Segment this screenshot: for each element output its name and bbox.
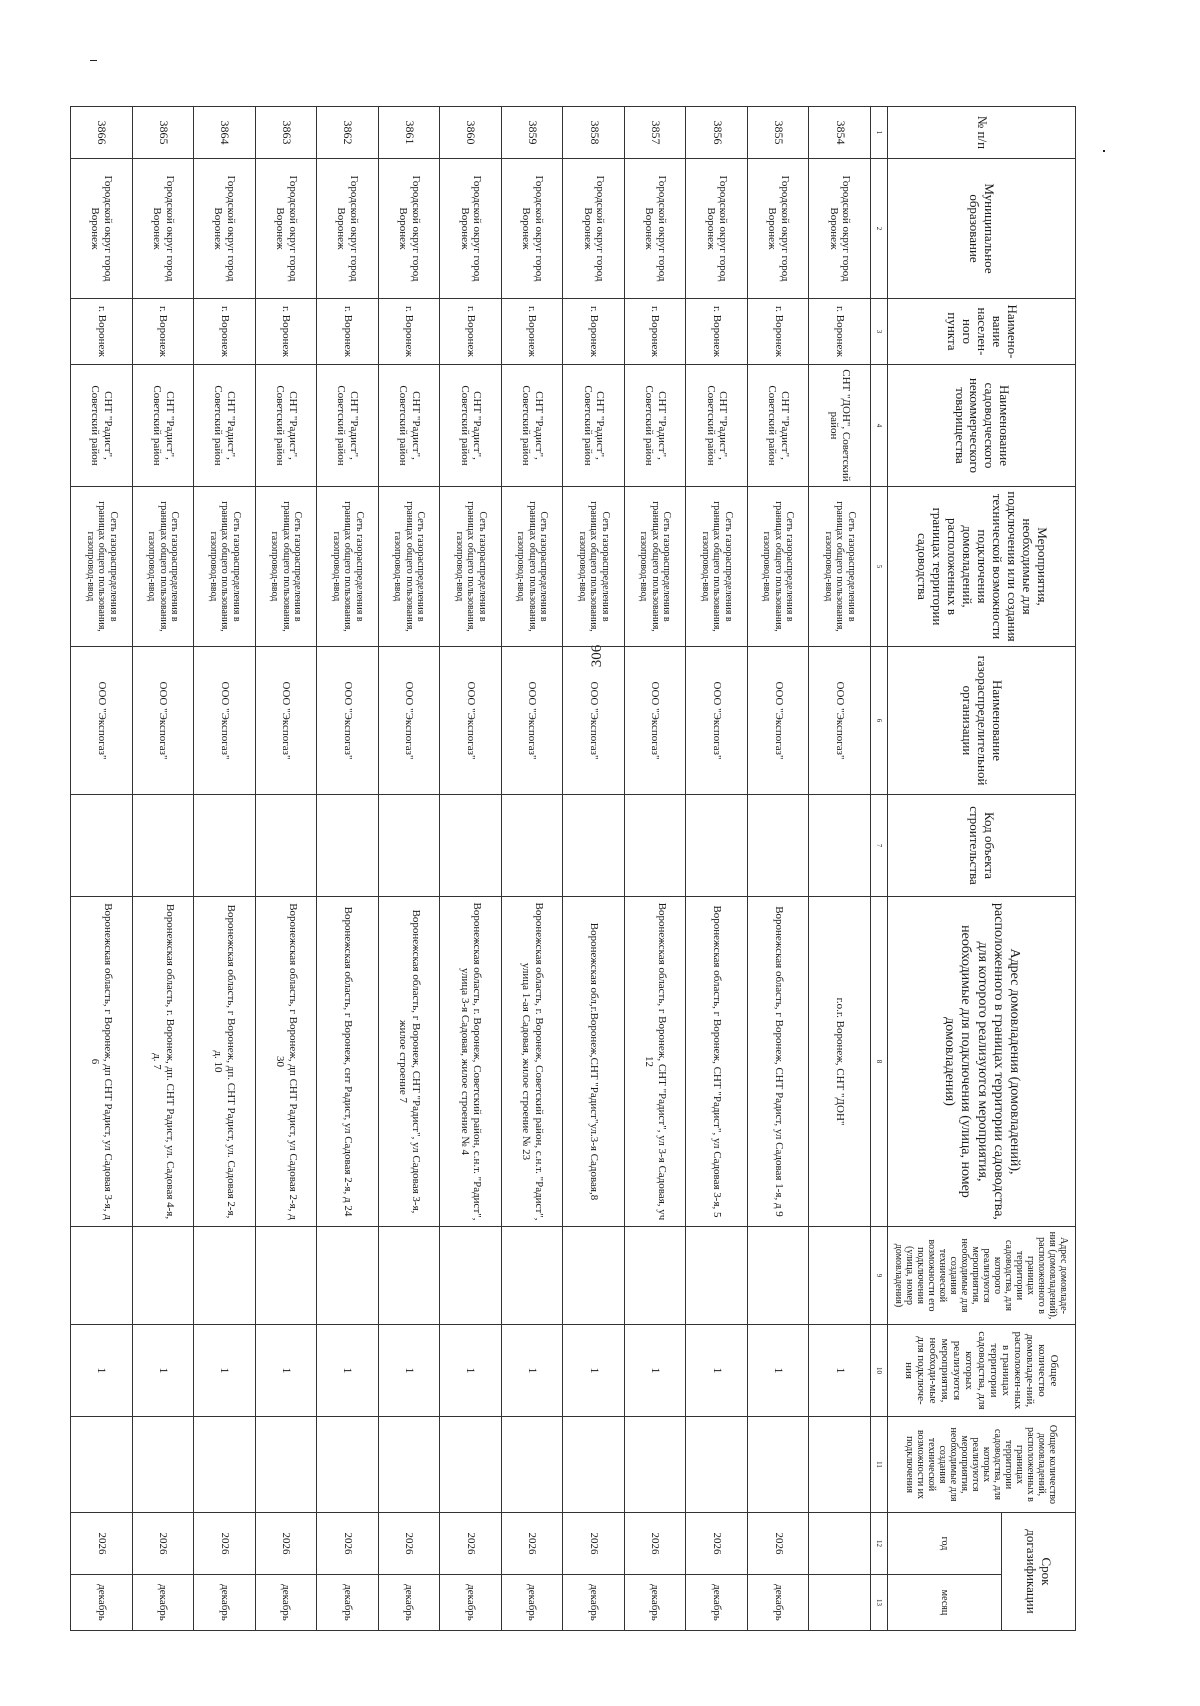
row-number: 3863 (255, 107, 317, 159)
total-tech-cell (440, 1417, 502, 1513)
measures-cell: Сеть газораспределения в границах общего пользования, газопровод-ввод (194, 487, 256, 647)
measures-cell: Сеть газораспределения в границах общего пользования, газопровод-ввод (501, 487, 563, 647)
gdo-cell: ООО "Экспогаз" (501, 647, 563, 795)
partnership-cell: СНТ "Радист", Советский район (563, 365, 625, 487)
gdo-cell: ООО "Экспогаз" (809, 647, 871, 795)
header-address: Адрес домовладения (домовладений), расположенного в границах территории садоводства, для которого реализуются мероприятия, необходимые для подключения (улица, номер домовладения) (888, 897, 1076, 1227)
measures-cell: Сеть газораспределения в границах общего пользования, газопровод-ввод (255, 487, 317, 647)
municipality-cell: Городской округ город Воронеж (132, 159, 194, 299)
address-tech-cell (809, 1227, 871, 1325)
partnership-cell: СНТ "Радист", Советский район (378, 365, 440, 487)
measures-cell: Сеть газораспределения в границах общего пользования, газопровод-ввод (440, 487, 502, 647)
month-cell: декабрь (686, 1575, 748, 1631)
measures-cell: Сеть газораспределения в границах общего пользования, газопровод-ввод (563, 487, 625, 647)
gdo-cell: ООО "Экспогаз" (686, 647, 748, 795)
table-row (624, 107, 686, 1631)
settlement-cell: г. Воронеж (317, 299, 379, 365)
object-code-cell (809, 795, 871, 897)
month-cell: декабрь (624, 1575, 686, 1631)
month-cell: декабрь (563, 1575, 625, 1631)
header-measures: Мероприятия, необходимые для подключения или создания технической возможности подключения домовладений, расположенных в границах территории садоводства (888, 487, 1076, 647)
total-connect-cell: 1 (747, 1325, 809, 1417)
object-code-cell (132, 795, 194, 897)
total-tech-cell (317, 1417, 379, 1513)
settlement-cell: г. Воронеж (194, 299, 256, 365)
partnership-cell: СНТ "Радист", Советский район (501, 365, 563, 487)
gdo-cell: ООО "Экспогаз" (71, 647, 133, 795)
address-tech-cell (378, 1227, 440, 1325)
row-number: 3857 (624, 107, 686, 159)
total-tech-cell (809, 1417, 871, 1513)
settlement-cell: г. Воронеж (132, 299, 194, 365)
address-tech-cell (255, 1227, 317, 1325)
measures-cell: Сеть газораспределения в границах общего пользования, газопровод-ввод (317, 487, 379, 647)
column-number: 4 (871, 365, 888, 487)
row-number: 3856 (686, 107, 748, 159)
address-cell: Воронежская область, г Воронеж, СНТ "Радист", ул 3-я Садовая, уч 12 (624, 897, 686, 1227)
gdo-cell: ООО "Экспогаз" (747, 647, 809, 795)
settlement-cell: г. Воронеж (809, 299, 871, 365)
municipality-cell: Городской округ город Воронеж (194, 159, 256, 299)
total-tech-cell (132, 1417, 194, 1513)
row-number: 3864 (194, 107, 256, 159)
settlement-cell: г. Воронеж (71, 299, 133, 365)
measures-cell: Сеть газораспределения в границах общего пользования, газопровод-ввод (132, 487, 194, 647)
settlement-cell: г. Воронеж (686, 299, 748, 365)
year-cell: 2026 (255, 1513, 317, 1575)
partnership-cell: СНТ "Радист", Советский район (132, 365, 194, 487)
partnership-cell: СНТ "ДОН", Советский район (809, 365, 871, 487)
address-tech-cell (440, 1227, 502, 1325)
object-code-cell (686, 795, 748, 897)
month-cell: декабрь (501, 1575, 563, 1631)
column-number-row (871, 107, 888, 1631)
column-number: 11 (871, 1417, 888, 1513)
table-row (378, 107, 440, 1631)
address-cell: Воронежская область, г Воронеж, СНТ "Радист", ул Садовая 3-я, жилое строение 7 (378, 897, 440, 1227)
column-number: 7 (871, 795, 888, 897)
municipality-cell: Городской округ город Воронеж (686, 159, 748, 299)
table-row (132, 107, 194, 1631)
measures-cell: Сеть газораспределения в границах общего пользования, газопровод-ввод (747, 487, 809, 647)
partnership-cell: СНТ "Радист", Советский район (71, 365, 133, 487)
gdo-cell: ООО "Экспогаз" (194, 647, 256, 795)
gdo-cell: ООО "Экспогаз" (440, 647, 502, 795)
gasification-table (70, 106, 1076, 1631)
object-code-cell (501, 795, 563, 897)
header-address-tech: Адрес домовладе-ния (домовладений), расположенного в границах территории садоводства, для которого реализуются мероприятия, необходимые для создания технической возможности его подключения (улица, номер домовладения) (888, 1227, 1076, 1325)
month-cell: декабрь (132, 1575, 194, 1631)
year-cell (809, 1513, 871, 1575)
header-municipality: Муниципальное образование (888, 159, 1076, 299)
settlement-cell: г. Воронеж (378, 299, 440, 365)
column-number: 9 (871, 1227, 888, 1325)
header-total-tech: Общее количество домовладений, расположенных в границах территории садоводства, для которых реализуются мероприятия, необходимые для создания технической возможности их подключения (888, 1417, 1076, 1513)
address-tech-cell (132, 1227, 194, 1325)
object-code-cell (440, 795, 502, 897)
month-cell: декабрь (440, 1575, 502, 1631)
scan-mark (1103, 150, 1105, 152)
scan-mark (90, 60, 97, 61)
header-no: № п/п (888, 107, 1076, 159)
column-number: 6 (871, 647, 888, 795)
header-gdo: Наименование газораспределительной организации (888, 647, 1076, 795)
table-row (563, 107, 625, 1631)
settlement-cell: г. Воронеж (501, 299, 563, 365)
total-connect-cell: 1 (194, 1325, 256, 1417)
total-tech-cell (194, 1417, 256, 1513)
year-cell: 2026 (501, 1513, 563, 1575)
month-cell: декабрь (194, 1575, 256, 1631)
header-year: год (888, 1513, 1002, 1575)
row-number: 3861 (378, 107, 440, 159)
address-tech-cell (317, 1227, 379, 1325)
total-connect-cell: 1 (378, 1325, 440, 1417)
total-connect-cell: 1 (501, 1325, 563, 1417)
settlement-cell: г. Воронеж (255, 299, 317, 365)
year-cell: 2026 (378, 1513, 440, 1575)
total-tech-cell (71, 1417, 133, 1513)
column-number: 2 (871, 159, 888, 299)
municipality-cell: Городской округ город Воронеж (809, 159, 871, 299)
page-number: 306 (588, 644, 605, 668)
table-row (501, 107, 563, 1631)
month-cell: декабрь (71, 1575, 133, 1631)
address-cell: Воронежская область, г Воронеж, дп СНТ Радист, ул Садовая 2-я, д 30 (255, 897, 317, 1227)
object-code-cell (747, 795, 809, 897)
total-connect-cell: 1 (132, 1325, 194, 1417)
header-object-code: Код объекта строительства (888, 795, 1076, 897)
row-number: 3860 (440, 107, 502, 159)
year-cell: 2026 (194, 1513, 256, 1575)
year-cell: 2026 (624, 1513, 686, 1575)
address-cell: Воронежская обл,г.Воронеж,СНТ "Радист"ул.3-я Садовая,8 (563, 897, 625, 1227)
address-tech-cell (71, 1227, 133, 1325)
gdo-cell: ООО "Экспогаз" (563, 647, 625, 795)
municipality-cell: Городской округ город Воронеж (440, 159, 502, 299)
total-connect-cell: 1 (809, 1325, 871, 1417)
total-tech-cell (747, 1417, 809, 1513)
gdo-cell: ООО "Экспогаз" (132, 647, 194, 795)
total-tech-cell (378, 1417, 440, 1513)
column-number: 10 (871, 1325, 888, 1417)
object-code-cell (194, 795, 256, 897)
partnership-cell: СНТ "Радист", Советский район (747, 365, 809, 487)
column-number: 3 (871, 299, 888, 365)
address-tech-cell (686, 1227, 748, 1325)
settlement-cell: г. Воронеж (440, 299, 502, 365)
object-code-cell (624, 795, 686, 897)
address-tech-cell (501, 1227, 563, 1325)
year-cell: 2026 (132, 1513, 194, 1575)
object-code-cell (317, 795, 379, 897)
municipality-cell: Городской округ город Воронеж (501, 159, 563, 299)
municipality-cell: Городской округ город Воронеж (255, 159, 317, 299)
total-connect-cell: 1 (317, 1325, 379, 1417)
object-code-cell (563, 795, 625, 897)
month-cell (809, 1575, 871, 1631)
partnership-cell: СНТ "Радист", Советский район (440, 365, 502, 487)
municipality-cell: Городской округ город Воронеж (378, 159, 440, 299)
gdo-cell: ООО "Экспогаз" (317, 647, 379, 795)
gdo-cell: ООО "Экспогаз" (378, 647, 440, 795)
total-connect-cell: 1 (686, 1325, 748, 1417)
settlement-cell: г. Воронеж (563, 299, 625, 365)
column-number: 1 (871, 107, 888, 159)
municipality-cell: Городской округ город Воронеж (71, 159, 133, 299)
row-number: 3855 (747, 107, 809, 159)
measures-cell: Сеть газораспределения в границах общего пользования, газопровод-ввод (686, 487, 748, 647)
address-cell: Воронежская область, г. Воронеж, Советский район, с.н.т. "Радист", улица 1-ая Садовая, жилое строение № 23 (501, 897, 563, 1227)
address-cell: Воронежская область, г Воронеж, дп СНТ Радист, ул Садовая 3-я, д 6 (71, 897, 133, 1227)
column-number: 8 (871, 897, 888, 1227)
table-row (440, 107, 502, 1631)
year-cell: 2026 (71, 1513, 133, 1575)
table-row (809, 107, 871, 1631)
total-tech-cell (501, 1417, 563, 1513)
object-code-cell (255, 795, 317, 897)
municipality-cell: Городской округ город Воронеж (563, 159, 625, 299)
header-total-connect: Общее количество домовладе-ний, расположен-ных в границах территории садоводства, для которых реализуются мероприятия, необходи-мые для подключе-ния (888, 1325, 1076, 1417)
column-number: 13 (871, 1575, 888, 1631)
municipality-cell: Городской округ город Воронеж (747, 159, 809, 299)
partnership-cell: СНТ "Радист", Советский район (686, 365, 748, 487)
column-number: 5 (871, 487, 888, 647)
address-cell: Воронежская область, г. Воронеж, Советский район, с.н.т. "Радист", улица 3-я Садовая, жилое строение № 4 (440, 897, 502, 1227)
address-cell: Воронежская область, г Воронеж, снт Радист, ул Садовая 2-я, д 24 (317, 897, 379, 1227)
register-sheet (70, 106, 1076, 1630)
measures-cell: Сеть газораспределения в границах общего пользования, газопровод-ввод (624, 487, 686, 647)
total-tech-cell (686, 1417, 748, 1513)
header-deadline: Срок догазификации (1002, 1513, 1076, 1631)
year-cell: 2026 (440, 1513, 502, 1575)
column-number: 12 (871, 1513, 888, 1575)
table-row (686, 107, 748, 1631)
month-cell: декабрь (317, 1575, 379, 1631)
total-connect-cell: 1 (440, 1325, 502, 1417)
object-code-cell (378, 795, 440, 897)
table-row (194, 107, 256, 1631)
address-tech-cell (563, 1227, 625, 1325)
object-code-cell (71, 795, 133, 897)
table-row (255, 107, 317, 1631)
total-connect-cell: 1 (71, 1325, 133, 1417)
month-cell: декабрь (378, 1575, 440, 1631)
measures-cell: Сеть газораспределения в границах общего пользования, газопровод-ввод (809, 487, 871, 647)
year-cell: 2026 (747, 1513, 809, 1575)
row-number: 3859 (501, 107, 563, 159)
partnership-cell: СНТ "Радист", Советский район (194, 365, 256, 487)
municipality-cell: Городской округ город Воронеж (624, 159, 686, 299)
address-cell: Воронежская область, г Воронеж, СНТ Радист, ул Садовая 1-я, д 9 (747, 897, 809, 1227)
table-row (747, 107, 809, 1631)
settlement-cell: г. Воронеж (624, 299, 686, 365)
address-cell: Воронежская область, г Воронеж, СНТ "Радист", ул Садовая 3-я, 5 (686, 897, 748, 1227)
measures-cell: Сеть газораспределения в границах общего пользования, газопровод-ввод (71, 487, 133, 647)
year-cell: 2026 (563, 1513, 625, 1575)
total-connect-cell: 1 (563, 1325, 625, 1417)
address-tech-cell (747, 1227, 809, 1325)
month-cell: декабрь (255, 1575, 317, 1631)
month-cell: декабрь (747, 1575, 809, 1631)
partnership-cell: СНТ "Радист", Советский район (255, 365, 317, 487)
total-tech-cell (255, 1417, 317, 1513)
address-tech-cell (194, 1227, 256, 1325)
measures-cell: Сеть газораспределения в границах общего пользования, газопровод-ввод (378, 487, 440, 647)
address-cell: Воронежская область, г Воронеж, дп. СНТ Радист, ул. Садовая 2-я, д. 10 (194, 897, 256, 1227)
header-partnership: Наименование садоводческого некоммерческого товарищества (888, 365, 1076, 487)
total-tech-cell (624, 1417, 686, 1513)
address-cell: г.о.г. Воронеж, СНТ "ДОН" (809, 897, 871, 1227)
table-row (71, 107, 133, 1631)
municipality-cell: Городской округ город Воронеж (317, 159, 379, 299)
table-row (317, 107, 379, 1631)
row-number: 3866 (71, 107, 133, 159)
row-number: 3858 (563, 107, 625, 159)
header-month: месяц (888, 1575, 1002, 1631)
partnership-cell: СНТ "Радист", Советский район (624, 365, 686, 487)
total-connect-cell: 1 (255, 1325, 317, 1417)
row-number: 3862 (317, 107, 379, 159)
gdo-cell: ООО "Экспогаз" (255, 647, 317, 795)
year-cell: 2026 (686, 1513, 748, 1575)
partnership-cell: СНТ "Радист", Советский район (317, 365, 379, 487)
header-settlement: Наимено-вание населен-ного пункта (888, 299, 1076, 365)
row-number: 3854 (809, 107, 871, 159)
gdo-cell: ООО "Экспогаз" (624, 647, 686, 795)
total-connect-cell: 1 (624, 1325, 686, 1417)
address-cell: Воронежская область, г. Воронеж, дп. СНТ Радист, ул. Садовая 4-я, д. 7 (132, 897, 194, 1227)
total-tech-cell (563, 1417, 625, 1513)
settlement-cell: г. Воронеж (747, 299, 809, 365)
row-number: 3865 (132, 107, 194, 159)
address-tech-cell (624, 1227, 686, 1325)
year-cell: 2026 (317, 1513, 379, 1575)
